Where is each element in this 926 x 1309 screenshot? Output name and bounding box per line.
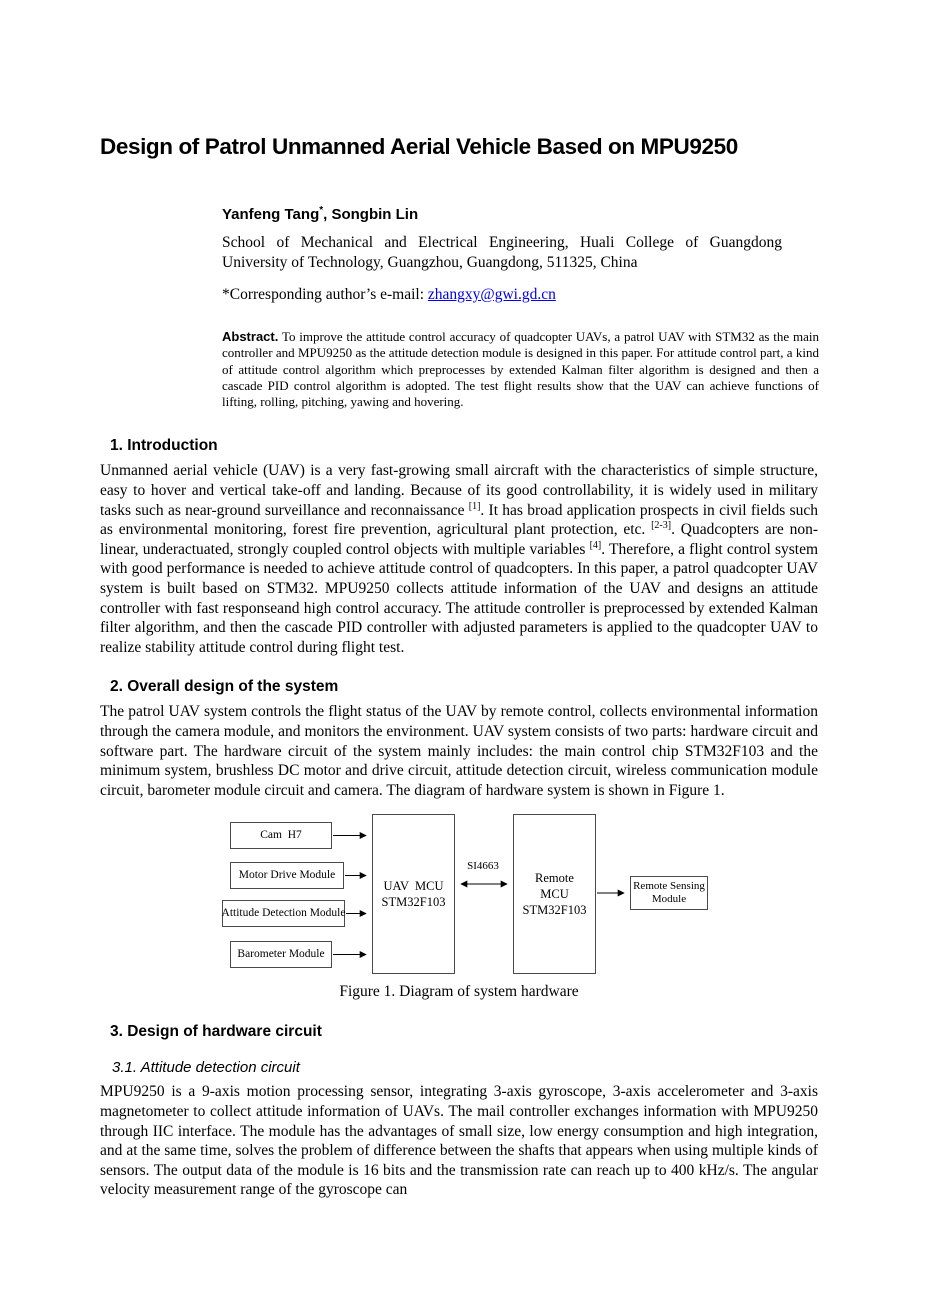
intro-text-3: . Quadcopters are non-linear, underactuated, strongly coupled control objects with multiple variables xyxy=(100,521,818,558)
figure-box-camera xyxy=(230,822,332,849)
figure-box-motor-drive-label: Motor Drive Module xyxy=(238,869,336,882)
section-heading-hardware-design: 3. Design of hardware circuit xyxy=(110,1023,322,1041)
introduction-paragraph xyxy=(100,461,818,657)
remote-mcu-label-line1: Remote xyxy=(535,871,574,886)
figure-box-camera-label: Cam H7 xyxy=(260,829,302,842)
figure-box-uav-mcu xyxy=(372,814,455,974)
corresponding-line xyxy=(222,285,818,305)
section-heading-introduction: 1. Introduction xyxy=(110,437,218,455)
email-link[interactable]: zhangxy@gwi.gd.cn xyxy=(427,286,556,303)
abstract xyxy=(222,329,819,410)
paper-title: Design of Patrol Unmanned Aerial Vehicle Based on MPU9250 xyxy=(100,134,738,159)
uav-mcu-label-line1: UAV MCU xyxy=(383,879,444,894)
author-line xyxy=(222,205,818,223)
figure-box-motor-drive xyxy=(230,862,344,889)
radio-link-label: SI4663 xyxy=(467,860,499,873)
figure-1-diagram xyxy=(100,814,810,976)
figure-1 xyxy=(100,814,818,1002)
figure-box-remote-sensing xyxy=(630,876,708,910)
corresponding-author-marker: * xyxy=(319,205,324,216)
uav-mcu-label-line2: STM32F103 xyxy=(381,895,446,910)
remote-mcu-label-line3: STM32F103 xyxy=(522,903,587,918)
figure-box-barometer xyxy=(230,941,332,968)
figure-box-remote-mcu xyxy=(513,814,596,974)
citation-ref-3: [4] xyxy=(589,539,602,551)
figure-box-barometer-label: Barometer Module xyxy=(237,948,325,961)
abstract-label: Abstract. xyxy=(222,329,279,344)
figure-1-caption: Figure 1. Diagram of system hardware xyxy=(339,983,579,1001)
subsection-heading-attitude-detection: 3.1. Attitude detection circuit xyxy=(112,1059,300,1077)
intro-text-1: Unmanned aerial vehicle (UAV) is a very fast-growing small aircraft with the characteristics of simple structure, easy to hover and vertical take-off and landing. Because of its good controllability, it is widely used in military tasks such as near-ground surveillance and reconnaissance xyxy=(100,462,818,519)
remote-sensing-label-line1: Remote Sensing xyxy=(633,880,705,893)
citation-ref-1: [1] xyxy=(468,500,481,512)
remote-sensing-label-line2: Module xyxy=(651,893,687,906)
section-heading-overall-design: 2. Overall design of the system xyxy=(110,678,339,696)
author-rest: , Songbin Lin xyxy=(323,206,419,223)
figure-box-attitude-detection xyxy=(222,900,345,927)
intro-text-2: . It has broad application prospects in civil fields such as environmental monitoring, forest fire prevention, agricultural plant protection, etc. xyxy=(100,501,819,539)
corresponding-prefix: *Corresponding author’s e-mail: xyxy=(222,286,428,303)
author-name: Yanfeng Tang xyxy=(222,206,320,223)
attitude-detection-paragraph: MPU9250 is a 9-axis motion processing sensor, integrating 3-axis gyroscope, 3-axis accelerometer and 3-axis magnetometer to collect attitude information of UAVs. The mail controller exchanges information with MPU9250 through IIC interface. The module has the advantages of small size, low energy consumption and high integration, and at the same time, solves the problem of difference between the shafts that appears when using multiple kinds of sensors. The output data of the module is 16 bits and the transmission rate can reach up to 400 kHz/s. The angular velocity measurement range of the gyroscope can xyxy=(100,1083,818,1199)
abstract-text: To improve the attitude control accuracy of quadcopter UAVs, a patrol UAV with STM32 as the main controller and MPU9250 as the attitude detection module is designed in this paper. For attitude control part, a kind of attitude control algorithm which preprocesses by extended Kalman filter algorithm is designed and then a cascade PID control algorithm is adopted. The test flight results show that the UAV can achieve functions of lifting, rolling, pitching, yawing and hovering. xyxy=(222,329,819,410)
affiliation: School of Mechanical and Electrical Engineering, Huali College of Guangdong University of Technology, Guangzhou, Guangdong, 511325, China xyxy=(222,234,782,271)
overall-design-paragraph: The patrol UAV system controls the flight status of the UAV by remote control, collects environmental information through the camera module, and monitors the environment. UAV system consists of two parts: hardware circuit and software part. The hardware circuit of the system mainly includes: the main control chip STM32F103 and the minimum system, brushless DC motor and drive circuit, attitude detection circuit, wireless communication module circuit, barometer module circuit and camera. The diagram of hardware system is shown in Figure 1. xyxy=(100,703,818,799)
citation-ref-2: [2-3] xyxy=(651,520,672,532)
front-matter xyxy=(222,205,818,410)
remote-mcu-label-line2: MCU xyxy=(540,887,569,902)
figure-box-attitude-detection-label: Attitude Detection Module xyxy=(221,907,346,920)
intro-text-4: . Therefore, a flight control system with good performance is needed to achieve attitude control of quadcopters. In this paper, a patrol quadcopter UAV system is built based on STM32. MPU9250 collects attitude information of the UAV and designs an attitude controller with fast responseand high control accuracy. The attitude controller is preprocessed by extended Kalman filter algorithm, and then the cascade PID controller with adjusted parameters is applied to the quadcopter UAV to realize stability attitude control during flight test. xyxy=(100,540,819,656)
